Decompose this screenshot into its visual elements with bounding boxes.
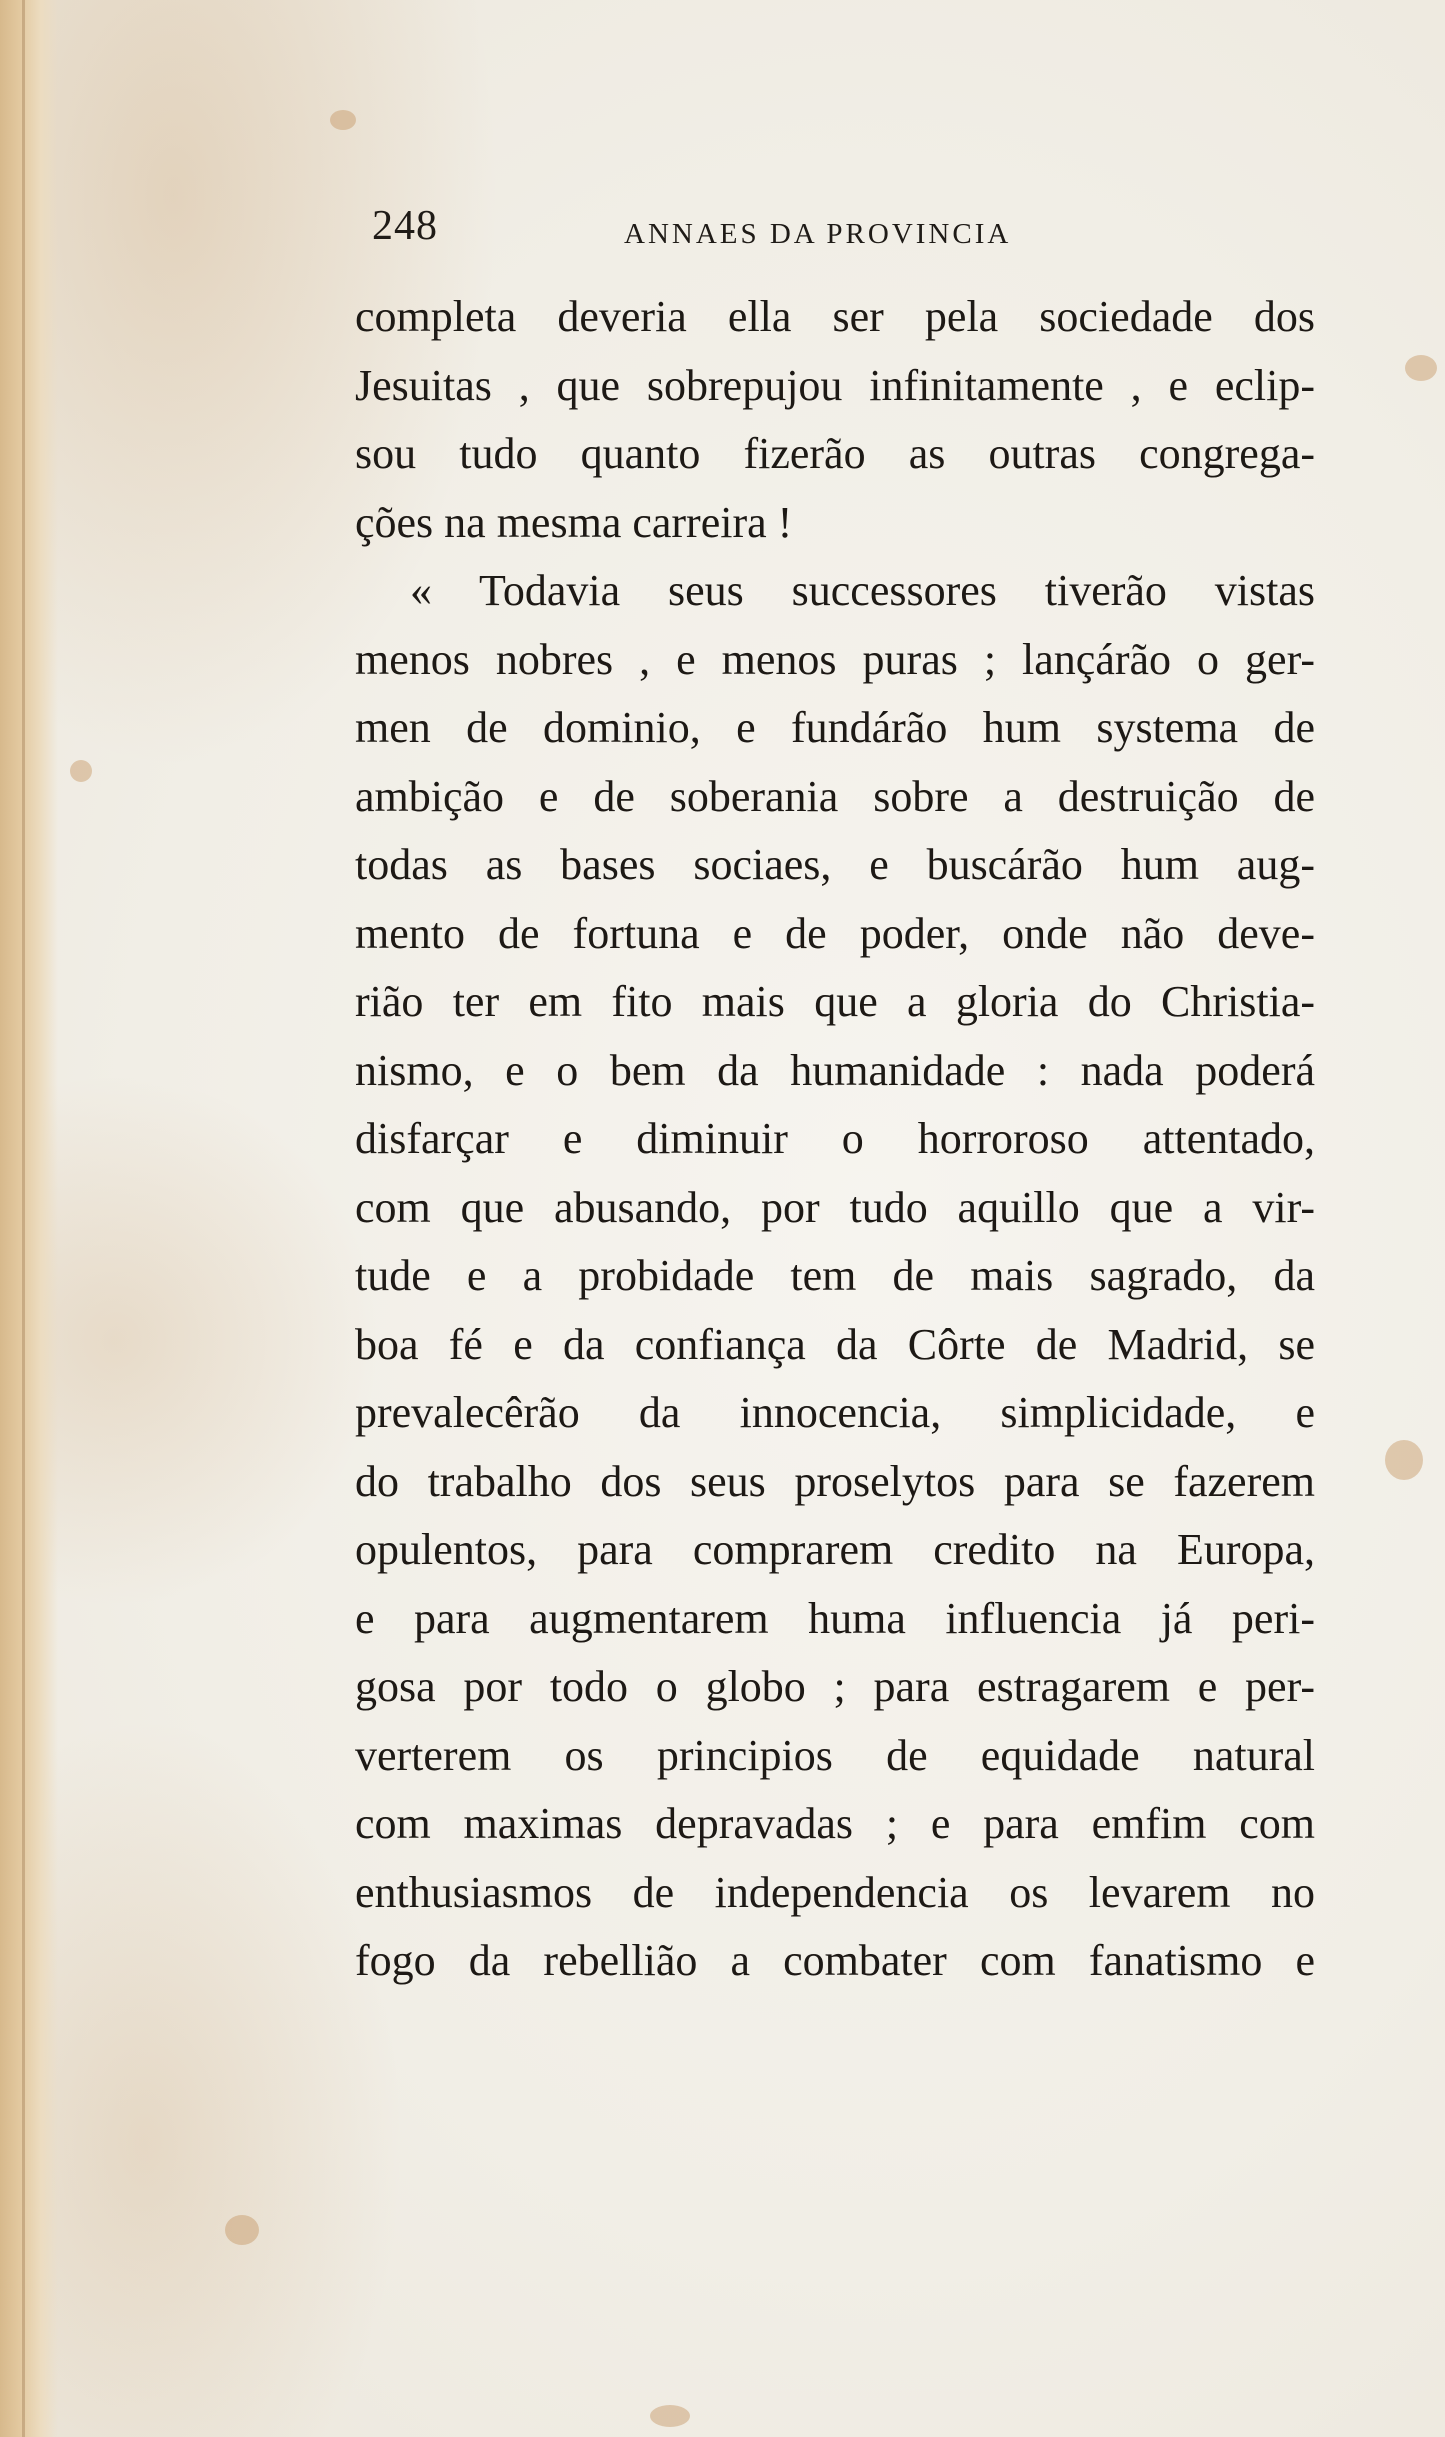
text-line: mento de fortuna e de poder, onde não deve- (355, 908, 1315, 958)
text-line: Jesuitas , que sobrepujou infinitamente , e eclip- (355, 360, 1315, 410)
page-spine-edge (0, 0, 58, 2437)
text-line: men de dominio, e fundárão hum systema de (355, 703, 1315, 752)
foxing-spot (225, 2215, 259, 2245)
text-line: com maximas depravadas ; e para emfim com (355, 1799, 1315, 1848)
text-line: ambição e de soberania sobre a destruição de (355, 771, 1315, 821)
foxing-spot (330, 110, 356, 130)
text-line: fogo da rebellião a combater com fanatismo e (355, 1936, 1315, 1985)
text-line: rião ter em fito mais que a gloria do Christia- (355, 977, 1315, 1026)
text-line: disfarçar e diminuir o horroroso attentado, (355, 1114, 1315, 1163)
foxing-spot (650, 2405, 690, 2427)
text-line: todas as bases sociaes, e buscárão hum aug- (355, 840, 1315, 889)
foxing-spot (1405, 355, 1437, 381)
body-text (355, 283, 1315, 1996)
text-line: opulentos, para comprarem credito na Europa, (355, 1525, 1315, 1574)
text-line: e para augmentarem huma influencia já peri- (355, 1593, 1315, 1643)
text-line: menos nobres , e menos puras ; lançárão o ger- (355, 634, 1315, 684)
foxing-spot (1385, 1440, 1423, 1480)
text-line: prevalecêrão da innocencia, simplicidade, e (355, 1388, 1315, 1437)
text-line: do trabalho dos seus proselytos para se fazerem (355, 1456, 1315, 1506)
text-line: « Todavia seus successores tiverão vistas (410, 566, 1315, 615)
text-line: completa deveria ella ser pela sociedade dos (355, 292, 1315, 341)
spine-fold-line (22, 0, 25, 2437)
text-line: tude e a probidade tem de mais sagrado, da (355, 1251, 1315, 1300)
page-number: 248 (372, 203, 438, 249)
page-header (372, 200, 1312, 260)
text-line: boa fé e da confiança da Côrte de Madrid, se (355, 1319, 1315, 1369)
text-line: gosa por todo o globo ; para estragarem e per- (355, 1662, 1315, 1711)
text-line: nismo, e o bem da humanidade : nada poderá (355, 1045, 1315, 1095)
running-head: ANNAES DA PROVINCIA (624, 218, 1012, 250)
text-line: com que abusando, por tudo aquillo que a vir- (355, 1182, 1315, 1232)
text-line: verterem os principios de equidade natural (355, 1730, 1315, 1780)
foxing-spot (70, 760, 92, 782)
text-line: sou tudo quanto fizerão as outras congrega- (355, 429, 1315, 478)
text-line: ções na mesma carreira ! (355, 497, 793, 547)
text-line: enthusiasmos de independencia os levarem no (355, 1867, 1315, 1917)
